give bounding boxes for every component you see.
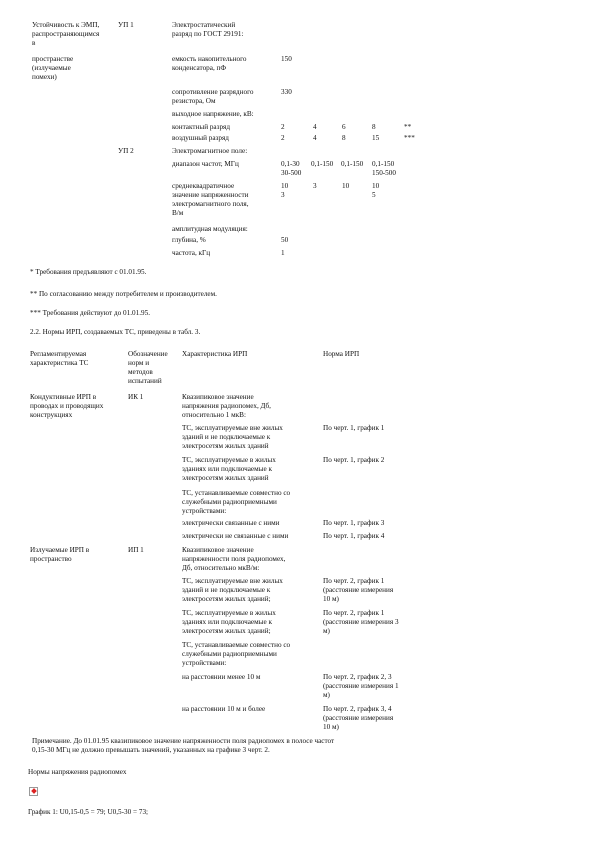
- table-cell: По черт. 1, график 1: [323, 424, 385, 432]
- table-cell: диапазон частот, МГц: [172, 160, 239, 168]
- table-cell: По черт. 2, график 1 (расстояние измерения 10 м): [323, 577, 394, 603]
- table-cell: Электромагнитное поле:: [172, 147, 248, 155]
- table-cell: По черт. 2, график 3, 4 (расстояние измерения 10 м): [323, 705, 394, 731]
- table-cell: 50: [281, 236, 289, 244]
- table-header: Норма ИРП: [323, 350, 360, 358]
- table-cell: среднеквадратичное значение напряженности электромагнитного поля, В/м: [172, 182, 249, 217]
- table-cell: пространстве (излучаемые помехи): [32, 55, 74, 81]
- table-cell: УП 1: [118, 21, 134, 29]
- table-cell: 150: [281, 55, 292, 63]
- table-cell: ИП 1: [128, 546, 144, 554]
- table-cell: Кондуктивные ИРП в проводах и проводящих конструкциях: [30, 393, 104, 419]
- footnote: * Требования предъявляют с 01.01.95.: [30, 268, 147, 276]
- table-cell: выходное напряжение, кВ:: [172, 110, 254, 118]
- table-cell: Излучаемые ИРП в пространство: [30, 546, 90, 563]
- footnote: ** По согласованию между потребителем и производителем.: [30, 290, 217, 298]
- table-cell: 1: [281, 249, 285, 257]
- table-cell: 6: [342, 123, 346, 131]
- table-cell: 2: [281, 123, 285, 131]
- note: Примечание. До 01.01.95 квазипиковое значение напряженности поля радиопомех в полосе частот 0,15-30 МГц не должно превышать значений, указанных на графике 3 черт. 2.: [32, 737, 335, 754]
- table-cell: 4: [313, 123, 317, 131]
- paragraph: 2.2. Нормы ИРП, создаваемых ТС, приведены в табл. 3.: [30, 328, 201, 336]
- table-cell: 15: [372, 134, 380, 142]
- table-cell: **: [404, 123, 412, 131]
- table-cell: 10 5: [372, 182, 380, 199]
- footnote: *** Требования действуют до 01.01.95.: [30, 309, 150, 317]
- table-cell: 3: [313, 182, 317, 190]
- table-cell: По черт. 1, график 2: [323, 456, 385, 464]
- table-cell: частота, кГц: [172, 249, 211, 257]
- table-cell: амплитудная модуляция:: [172, 225, 248, 233]
- table-cell: По черт. 2, график 1 (расстояние измерения 3 м): [323, 609, 399, 635]
- table-cell: 0,1-150: [311, 160, 334, 168]
- table-cell: контактный разряд: [172, 123, 231, 131]
- table-cell: По черт. 1, график 3: [323, 519, 385, 527]
- table-cell: глубина, %: [172, 236, 206, 244]
- table-cell: ТС, эксплуатируемые в жилых зданиях или подключаемые к электросетям жилых зданий;: [182, 609, 276, 635]
- table-cell: ***: [404, 134, 415, 142]
- table-cell: на расстоянии 10 м и более: [182, 705, 266, 713]
- table-cell: 0,1-30 30-500: [281, 160, 302, 177]
- table-cell: Электростатический разряд по ГОСТ 29191:: [172, 21, 244, 38]
- table-cell: УП 2: [118, 147, 134, 155]
- table-cell: на расстоянии менее 10 м: [182, 673, 261, 681]
- table-cell: 4: [313, 134, 317, 142]
- table-cell: Квазипиковое значение напряжения радиопомех, Дб, относительно 1 мкВ:: [182, 393, 271, 419]
- table-cell: электрически не связанные с ними: [182, 532, 289, 540]
- table-cell: ТС, устанавливаемые совместно со служебными радиоприемными устройствами:: [182, 489, 291, 515]
- table-cell: 0,1-150: [341, 160, 364, 168]
- table-cell: По черт. 1, график 4: [323, 532, 385, 540]
- table-cell: ТС, эксплуатируемые вне жилых зданий и не подключаемые к электросетям жилых зданий;: [182, 577, 283, 603]
- table-cell: Квазипиковое значение напряженности поля радиопомех, Дб, относительно мкВ/м:: [182, 546, 286, 572]
- table-cell: электрически связанные с ними: [182, 519, 280, 527]
- table-cell: 10: [342, 182, 350, 190]
- table-cell: емкость накопительного конденсатора, пФ: [172, 55, 247, 72]
- table-cell: 330: [281, 88, 292, 96]
- table-cell: ТС, устанавливаемые совместно со служебными радиоприемными устройствами:: [182, 641, 291, 667]
- table-cell: воздушный разряд: [172, 134, 229, 142]
- table-header: Обозначение норм и методов испытаний: [128, 350, 168, 385]
- table-cell: ИК 1: [128, 393, 144, 401]
- table-header: Характеристика ИРП: [182, 350, 248, 358]
- table-cell: ТС, эксплуатируемые в жилых зданиях или подключаемые к электросетям жилых зданий: [182, 456, 276, 482]
- table-cell: По черт. 2, график 2, 3 (расстояние измерения 1 м): [323, 673, 399, 699]
- table-cell: 8: [372, 123, 376, 131]
- broken-image-icon: [29, 787, 38, 796]
- table-cell: Устойчивость к ЭМП, распространяющимся в: [32, 21, 100, 47]
- table-cell: 2: [281, 134, 285, 142]
- section-title: Нормы напряжения радиопомех: [28, 768, 127, 776]
- table-cell: 10 3: [281, 182, 289, 199]
- table-cell: ТС, эксплуатируемые вне жилых зданий и не подключаемые к электросетям жилых зданий: [182, 424, 283, 450]
- table-cell: 8: [342, 134, 346, 142]
- graph-caption: График 1: U0,15-0,5 = 79; U0,5-30 = 73;: [28, 808, 149, 816]
- table-cell: 0,1-150 150-500: [372, 160, 396, 177]
- table-cell: сопротивление разрядного резистора, Ом: [172, 88, 254, 105]
- table-header: Регламентируемая характеристика ТС: [30, 350, 89, 367]
